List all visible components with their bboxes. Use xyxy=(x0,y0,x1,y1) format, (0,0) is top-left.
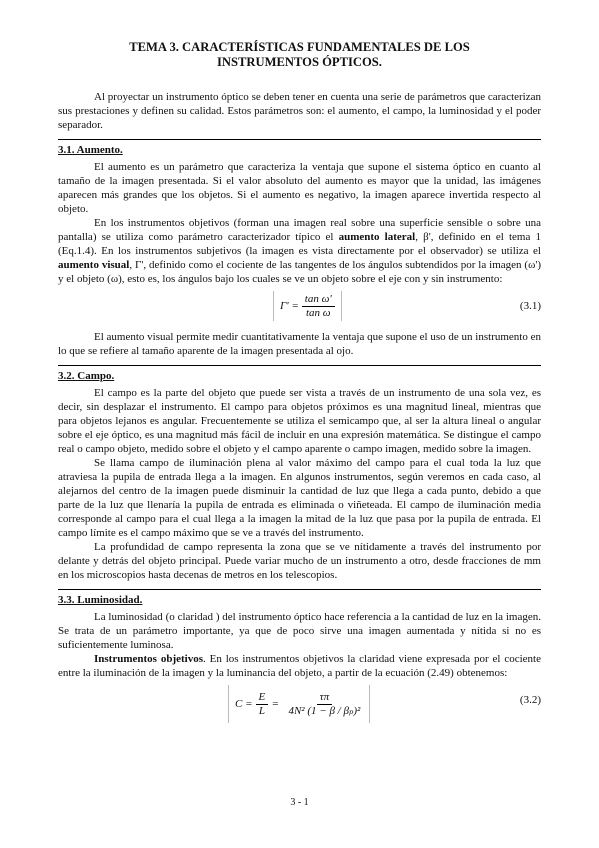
intro-paragraph: Al proyectar un instrumento óptico se deben tener en cuenta una serie de parámetros que caracterizan sus prestaciones y definen su calidad. Estos parámetros son: el aumento, el campo, la luminosidad y el poder separador. xyxy=(58,91,541,131)
equation-3-1 xyxy=(58,289,541,327)
aumento-p2-text-a: En los instrumentos objetivos (forman una imagen real sobre una superficie sensible o sobre una pantalla) se utiliza como parámetro caracterizador típico el xyxy=(58,217,541,243)
luminosidad-p2-text: . En los instrumentos objetivos la claridad viene expresada por el cociente entre la iluminación de la imagen y la luminancia del objeto, a partir de la ecuación (2.49) obtenemos: xyxy=(58,653,541,679)
equation-3-2-equals: = xyxy=(272,698,279,710)
equation-3-2-frac1-denominator: L xyxy=(258,704,265,717)
aumento-p2-text-b: , β', definido en el tema 1 (Eq.1.4). En los instrumentos subjetivos (la imagen es vista directamente por el observador) se utiliza el xyxy=(58,231,542,257)
aumento-paragraph-2 xyxy=(58,216,541,286)
equation-3-2-formula xyxy=(228,685,370,723)
campo-paragraph-1: El campo es la parte del objeto que puede ser vista a través de un instrumento de una sola vez, es decir, sin desplazar el instrumento. El campo para objetos próximos es una magnitud lineal, mientras que para objetos lejanos es angular. Frecuentemente se utiliza el semicampo que, al ser la altura lineal o angular sobre el eje óptico, es una magnitud más fácil de incluir en una expresión matemática. Se distingue el campo real o campo objeto, medido sobre el objeto y el campo aparente o campo imagen, medido sobre la imagen. xyxy=(58,387,541,455)
page-number-footer: 3 - 1 xyxy=(290,797,309,808)
equation-3-1-numerator: tan ω' xyxy=(302,293,335,307)
equation-3-2-frac2-denominator: 4N² (1 − β / βₚ)² xyxy=(288,704,361,717)
section-heading-aumento: 3.1. Aumento. xyxy=(58,139,541,157)
campo-paragraph-2: Se llama campo de iluminación plena al valor máximo del campo para el cual toda la luz que atraviesa la pupila de entrada llega a la imagen. En algunos instrumentos, según veremos en cada caso, al alejarnos del centro de la imagen puede disminuir la cantidad de luz que llega a cada punto, debido a que parte de la luz que llenaría la pupila de entrada es eliminada o viñeteada. El campo de iluminación media corresponde al campo para el cual llega a la imagen la mitad de la luz que pasa por la pupila de entrada. El campo límite es el campo máximo que se ve a través del instrumento. xyxy=(58,457,541,539)
instrumentos-objetivos-term: Instrumentos objetivos xyxy=(94,653,203,665)
title-line-1: TEMA 3. CARACTERÍSTICAS FUNDAMENTALES DE LOS xyxy=(129,40,470,54)
aumento-lateral-term: aumento lateral xyxy=(338,231,416,243)
campo-paragraph-3: La profundidad de campo representa la zona que se ve nítidamente a través del instrumento por delante y detrás del objeto principal. Puede variar mucho de un instrumento a otro, desde fracciones de mm en los microscopios hasta decenas de metros en los telescopios. xyxy=(58,541,541,581)
section-heading-luminosidad: 3.3. Luminosidad. xyxy=(58,589,541,607)
aumento-paragraph-3: El aumento visual permite medir cuantitativamente la ventaja que supone el uso de un instrumento en lo que se refiere al tamaño aparente de la imagen presentada al ojo. xyxy=(58,331,541,357)
equation-3-2-frac1-numerator: E xyxy=(256,691,269,705)
equation-3-1-fraction xyxy=(302,293,335,320)
equation-3-2-fraction-1 xyxy=(256,691,269,718)
aumento-paragraph-1: El aumento es un parámetro que caracteriza la ventaja que supone el sistema óptico en cuanto al tamaño de la imagen presentada. Si el valor absoluto del aumento es mayor que la unidad, las imágenes aparecen más grandes que los objetos. Si el aumento es negativo, la imagen aparece invertida respecto al objeto. xyxy=(58,161,541,215)
aumento-p2-text-c: , Γ', definido como el cociente de las tangentes de los ángulos subtendidos por la imagen (ω') y el objeto (ω), esto es, los ángulos bajo los cuales se ve un objeto sobre el eje con y sin instrumento: xyxy=(58,259,541,285)
equation-3-1-number: (3.1) xyxy=(519,300,541,312)
luminosidad-paragraph-1: La luminosidad (o claridad ) del instrumento óptico hace referencia a la cantidad de luz en la imagen. Se trata de un parámetro importante, ya que de poco sirve una imagen aumentada y nítida si no es suficientemente luminosa. xyxy=(58,611,541,651)
section-heading-campo: 3.2. Campo. xyxy=(58,365,541,383)
equation-3-2-number: (3.2) xyxy=(519,694,541,706)
equation-3-2-lhs: C = xyxy=(235,698,253,710)
equation-3-2-frac2-numerator: τπ xyxy=(317,691,332,705)
equation-3-1-lhs: Γ' = xyxy=(280,300,299,312)
equation-3-1-denominator: tan ω xyxy=(305,306,331,319)
luminosidad-paragraph-2 xyxy=(58,652,541,680)
equation-3-2 xyxy=(58,683,541,727)
aumento-visual-term: aumento visual xyxy=(58,259,130,271)
title-line-2: INSTRUMENTOS ÓPTICOS. xyxy=(217,55,382,69)
document-page xyxy=(58,40,541,730)
equation-3-2-fraction-2 xyxy=(285,691,363,718)
page-title xyxy=(58,40,541,70)
equation-3-1-formula xyxy=(273,291,342,321)
